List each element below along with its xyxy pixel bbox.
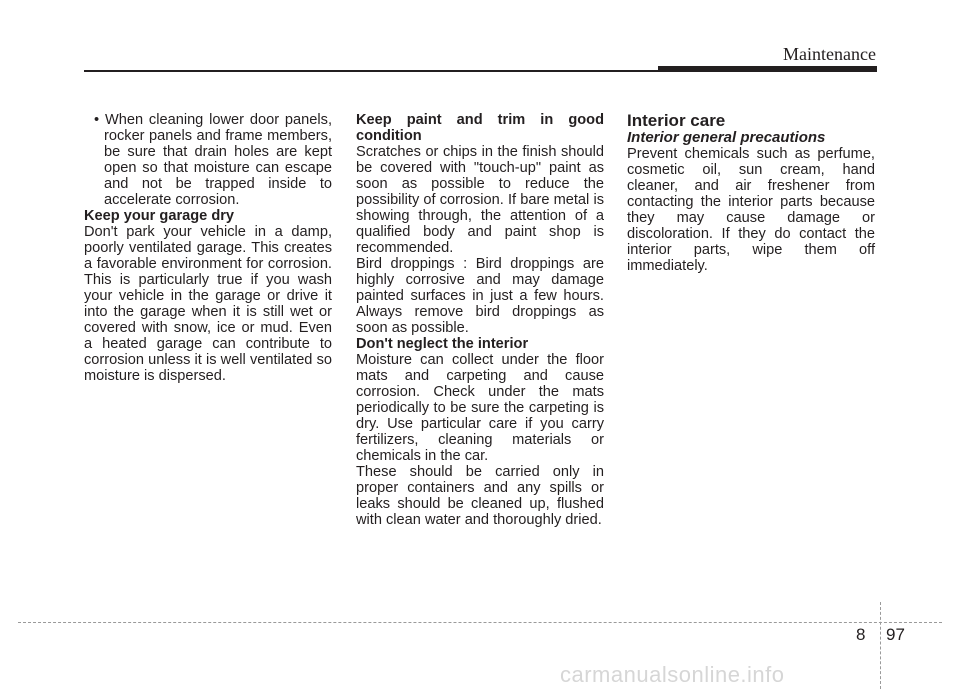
footer-vertical-divider	[880, 602, 881, 689]
chapter-number: 8	[856, 625, 866, 644]
paragraph-chemicals: Prevent chemicals such as perfume, cosmetic oil, sun cream, hand cleaner, and air freshener from contacting the interior parts because they may cause damage or discoloration. If they do contact the interior parts, wipe them off immediately.	[627, 146, 875, 274]
heading-garage-dry: Keep your garage dry	[84, 208, 235, 224]
header-rule-accent	[658, 66, 877, 72]
header-title: Maintenance	[783, 44, 876, 64]
column-left	[84, 112, 332, 384]
column-right	[627, 112, 875, 274]
subsection-title-precautions: Interior general precautions	[627, 129, 826, 146]
paragraph-garage-dry: Don't park your vehicle in a damp, poorly ventilated garage. This creates a favorable environment for corrosion. This is particularly true if you wash your vehicle in the garage or drive it into the garage when it is still wet or covered with snow, ice or mud. Even a heated garage can contribute to corrosion unless it is well ventilated so moisture is dispersed.	[84, 224, 332, 384]
paragraph-scratches: Scratches or chips in the finish should be covered with "touch-up" paint as soon as possible to reduce the possibility of corrosion. If bare metal is showing through, the attention of a qualified body and paint shop is recommended.	[356, 144, 604, 256]
footer-divider	[18, 622, 942, 623]
paragraph-moisture: Moisture can collect under the floor mats and carpeting and cause corrosion. Check under the mats periodically to be sure the carpeting is dry. Use particular care if you carry fertilizers, cleaning materials or chemicals in the car.	[356, 352, 604, 464]
bullet-drain-holes: • When cleaning lower door panels, rocker panels and frame members, be sure that drain holes are kept open so that moisture can escape and not be trapped inside to accelerate corrosion.	[94, 112, 332, 208]
paragraph-bird-droppings: Bird droppings : Bird droppings are highly corrosive and may damage painted surfaces in just a few hours. Always remove bird droppings as soon as possible.	[356, 256, 604, 336]
section-title-interior-care: Interior care	[627, 111, 726, 130]
heading-interior-neglect: Don't neglect the interior	[356, 336, 529, 352]
page-number: 97	[886, 625, 905, 644]
heading-paint-trim: Keep paint and trim in good condition	[356, 112, 604, 144]
paragraph-containers: These should be carried only in proper containers and any spills or leaks should be cleaned up, flushed with clean water and thoroughly dried.	[356, 464, 604, 528]
header-rule	[84, 70, 658, 72]
watermark: carmanualsonline.info	[560, 662, 785, 687]
column-middle	[356, 112, 604, 528]
